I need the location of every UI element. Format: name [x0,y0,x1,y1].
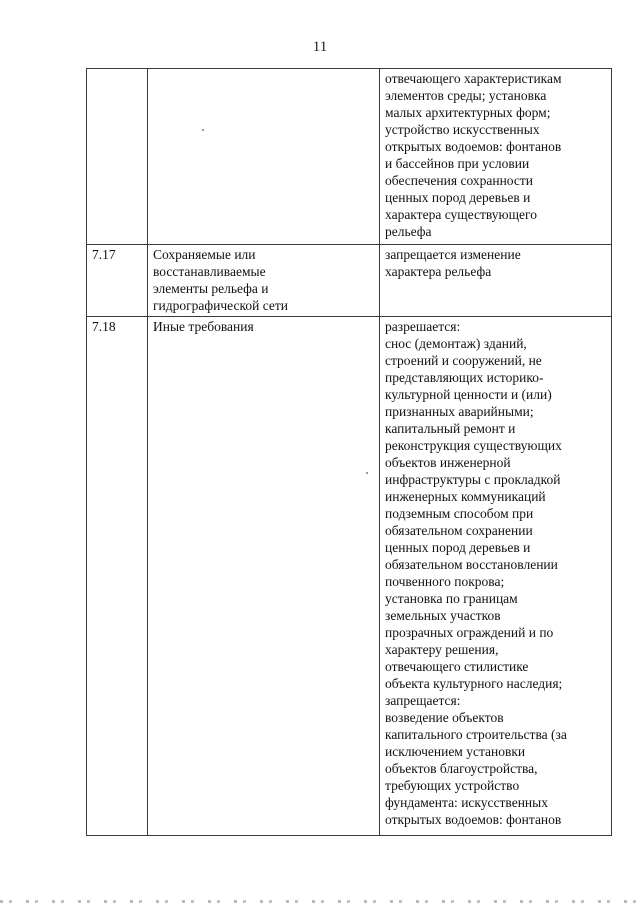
row-number: 7.18 [92,319,116,334]
requirement-text: Иные требования [153,319,254,334]
scan-mark [366,472,368,474]
page-number: 11 [312,39,328,55]
row-number-cell [87,317,148,836]
row-number-cell [87,69,148,245]
requirements-table [86,68,612,836]
table-row-7-17 [87,245,612,317]
table-row-7-18 [87,317,612,836]
requirement-cell [148,69,380,245]
rule-text: запрещается изменение характера рельефа [385,247,521,279]
rule-cell [380,69,612,245]
row-number-cell [87,245,148,317]
rule-cell [380,317,612,836]
table-row-continuation [87,69,612,245]
rule-text: отвечающего характеристикам элементов среды; установка малых архитектурных форм; устройство искусственных открытых водоемов: фонтанов и бассейнов при условии обеспечения сохранности ценных пород деревьев и характера существующего рельефа [385,71,562,239]
requirement-cell [148,245,380,317]
requirement-cell [148,317,380,836]
scan-mark [202,129,204,131]
row-number: 7.17 [92,247,116,262]
scan-edge-noise [0,900,640,903]
rule-cell [380,245,612,317]
requirement-text: Сохраняемые или восстанавливаемые элементы рельефа и гидрографической сети [153,247,288,313]
rule-text: разрешается: снос (демонтаж) зданий, строений и сооружений, не представляющих историко- культурной ценности и (или) признанных аварийными; капитальный ремонт и реконструкция существующих объектов инженерной инфраструктуры с прокладкой инженерных коммуникаций подземным способом при обязательном сохранении ценных пород деревьев и обязательном восстановлении почвенного покрова; установка по границам земельных участков прозрачных ограждений и по характеру решения, отвечающего стилистике объекта культурного наследия; запрещается: возведение объектов капитального строительства (за исключением установки объектов благоустройства, требующих устройство фундамента: искусственных открытых водоемов: фонтанов [385,319,567,827]
